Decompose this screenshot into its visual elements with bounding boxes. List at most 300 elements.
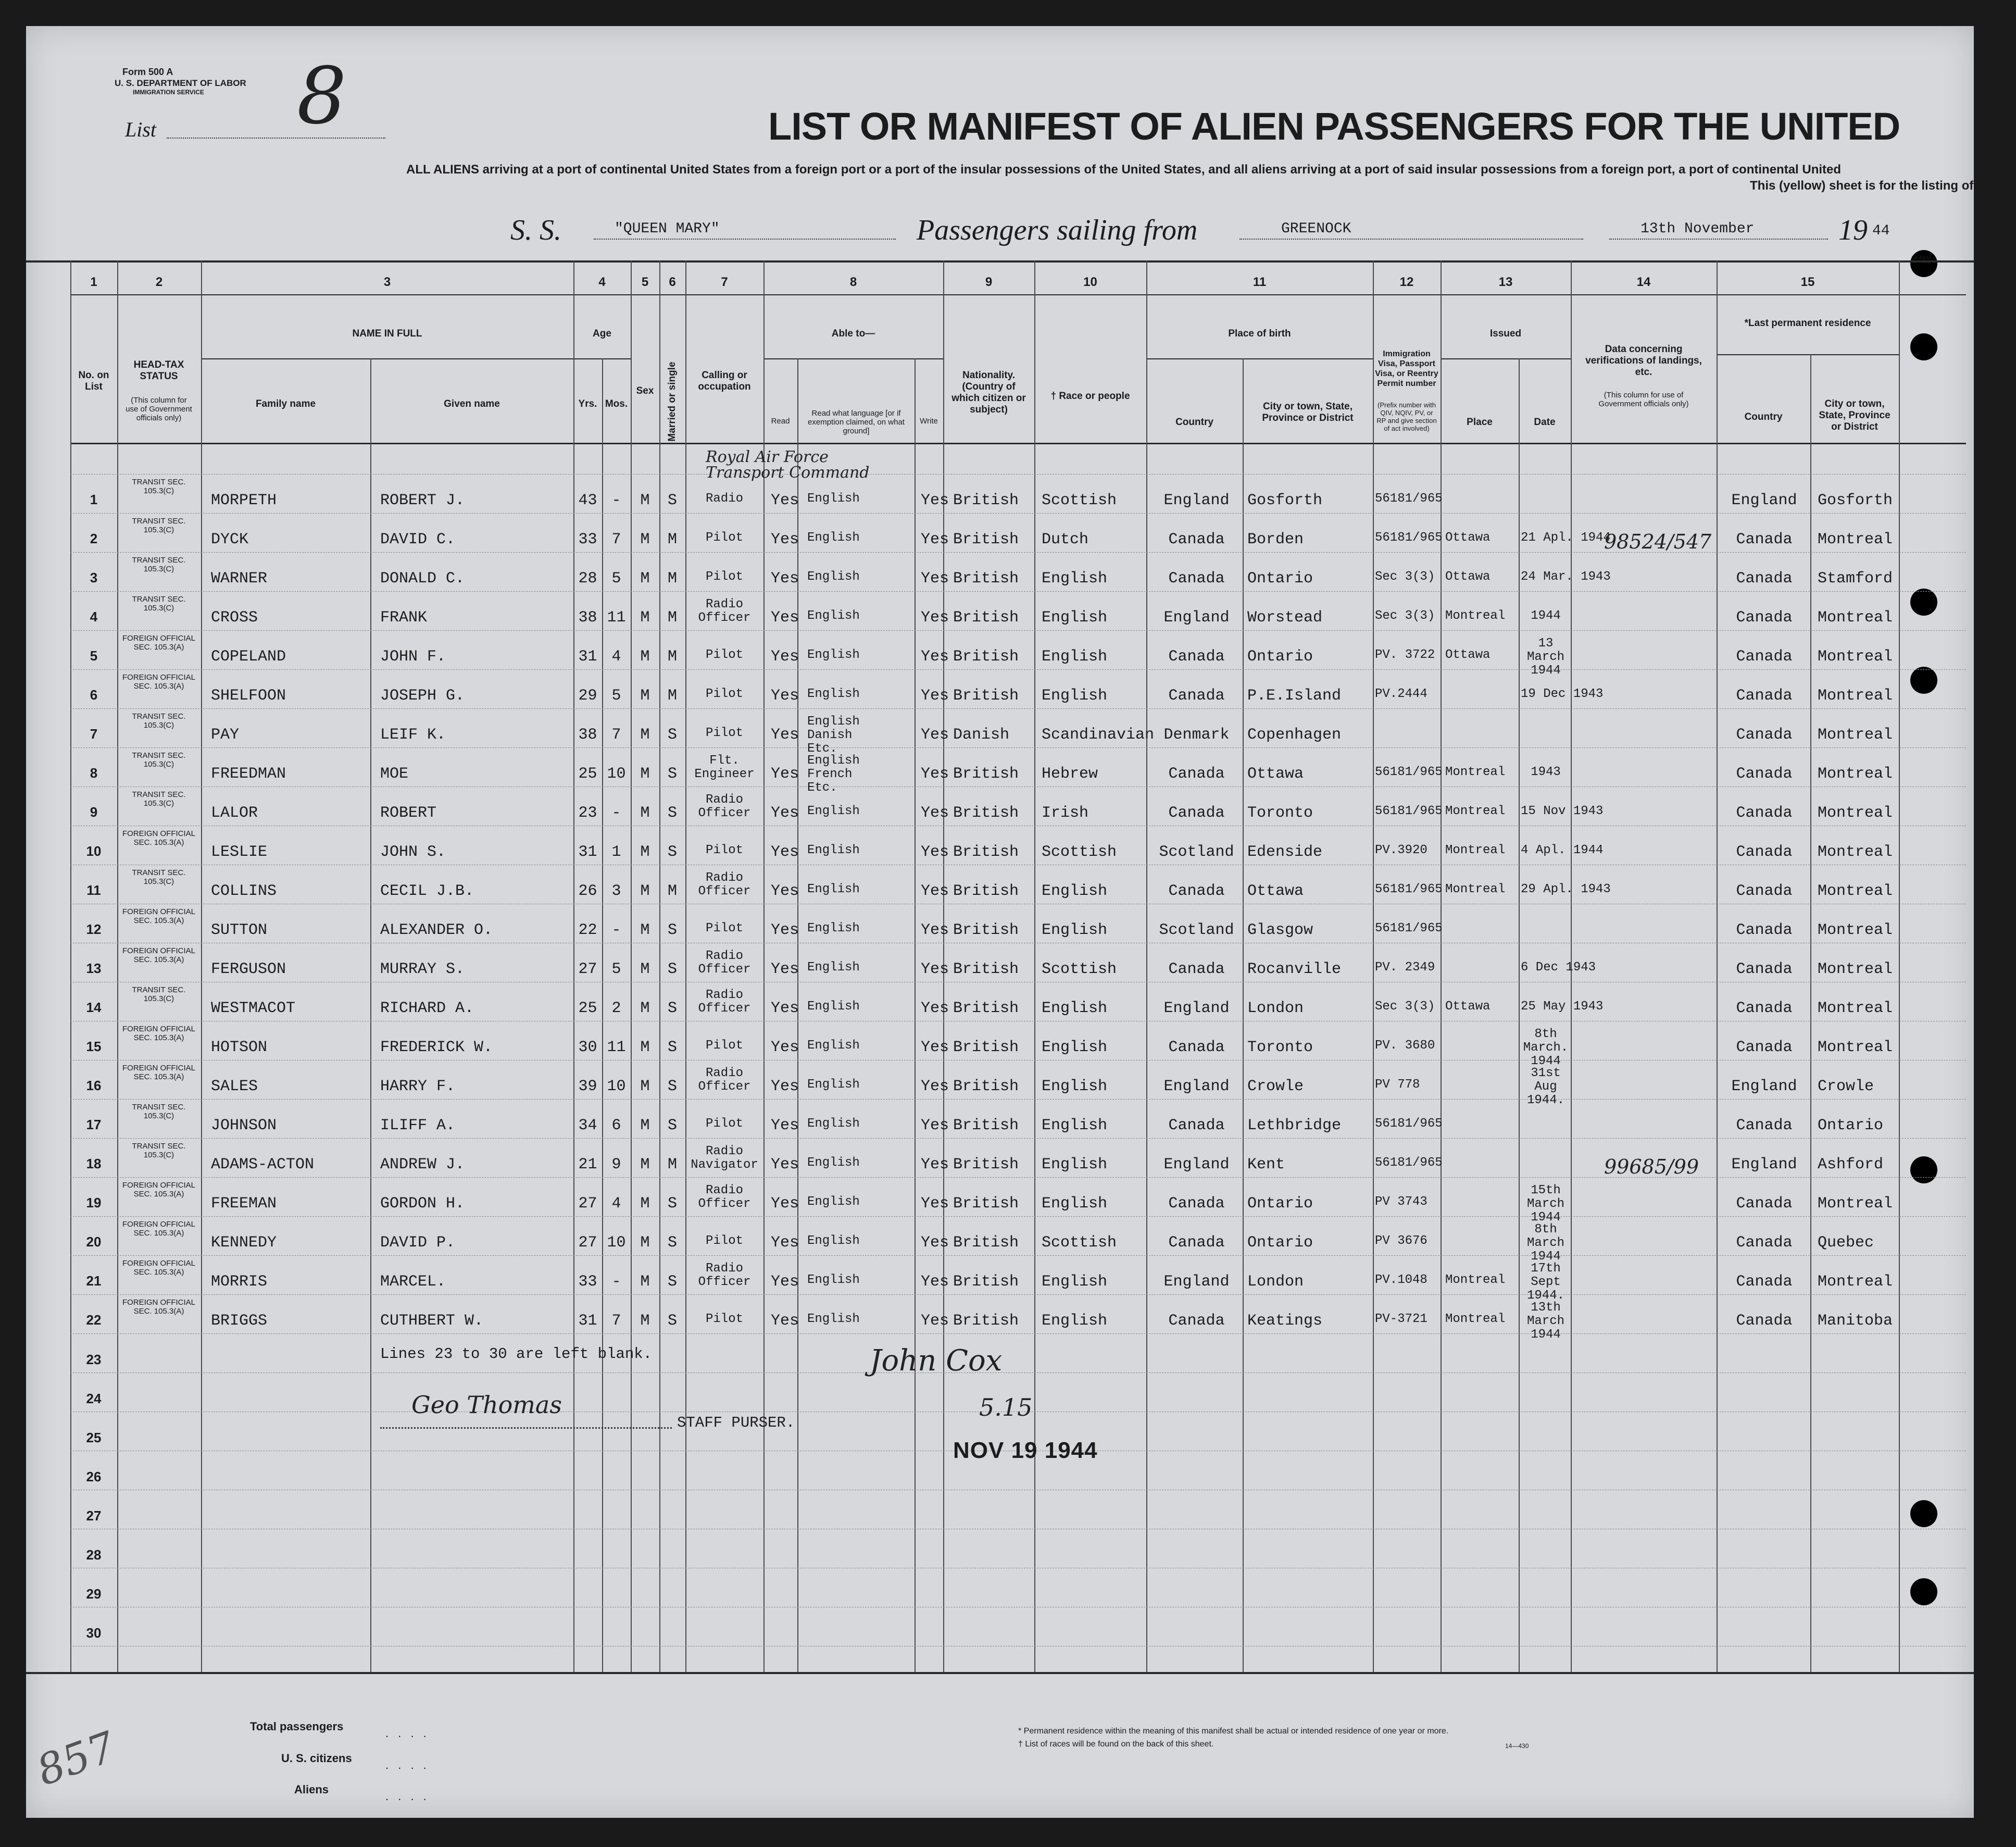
given-name: DAVID P. xyxy=(380,1234,456,1252)
race: Hebrew xyxy=(1042,765,1098,783)
given-name: CUTHBERT W. xyxy=(380,1312,484,1330)
age-months: - xyxy=(611,492,621,509)
row-number: 3 xyxy=(90,570,98,585)
can-read: Yes xyxy=(771,1000,799,1017)
can-read: Yes xyxy=(771,1195,799,1213)
column-rule xyxy=(1717,260,1718,1672)
birth-city: Copenhagen xyxy=(1247,726,1342,744)
read-language: English xyxy=(807,1156,860,1170)
marital-status: S xyxy=(667,492,677,509)
issued-place: Ottawa xyxy=(1445,570,1491,584)
head-tax-status: FOREIGN OFFICIAL SEC. 105.3(A) xyxy=(122,1259,195,1277)
birth-country: Canada xyxy=(1168,1312,1225,1330)
age-months: - xyxy=(611,804,621,822)
can-write: Yes xyxy=(921,1000,949,1017)
birth-country: Canada xyxy=(1168,1234,1225,1252)
header-head-tax-note: (This column for use of Government officials only) xyxy=(126,396,192,422)
race: Irish xyxy=(1042,804,1089,822)
age-months: 4 xyxy=(611,1195,621,1213)
can-read: Yes xyxy=(771,1117,799,1134)
residence-city: Montreal xyxy=(1818,1273,1893,1291)
binder-hole xyxy=(1910,1578,1937,1605)
birth-city: Toronto xyxy=(1247,804,1313,822)
residence-country: Canada xyxy=(1736,1234,1793,1252)
race: English xyxy=(1042,687,1108,705)
row-number: 13 xyxy=(86,960,102,976)
read-language: English xyxy=(807,1195,860,1209)
column-rule xyxy=(1441,260,1442,1672)
nationality: British xyxy=(953,1312,1019,1330)
age-months: 3 xyxy=(611,882,621,900)
occupation: Pilot xyxy=(705,1117,743,1131)
header-residence-country: Country xyxy=(1744,411,1783,422)
age-years: 29 xyxy=(578,687,597,705)
header-able-to: Able to— xyxy=(831,328,875,339)
can-read: Yes xyxy=(771,726,799,744)
age-years: 33 xyxy=(578,1273,597,1291)
birth-country: Canada xyxy=(1168,1117,1225,1134)
read-language: English xyxy=(807,687,860,701)
col-number: 4 xyxy=(598,275,606,289)
header-visa-note: (Prefix number with QIV, NQIV, PV, or RP and give section of act involved) xyxy=(1376,401,1437,432)
col-number: 7 xyxy=(721,275,728,289)
birth-country: Canada xyxy=(1168,1039,1225,1056)
read-language: English Danish Etc. xyxy=(807,715,860,756)
residence-city: Montreal xyxy=(1818,882,1893,900)
row-number: 25 xyxy=(86,1430,102,1445)
visa-number: 56181/965 xyxy=(1375,921,1443,935)
birth-country: Canada xyxy=(1168,960,1225,978)
read-language: English xyxy=(807,804,860,818)
row-separator xyxy=(70,1099,1966,1100)
residence-country: England xyxy=(1731,492,1797,509)
residence-city: Montreal xyxy=(1818,804,1893,822)
issued-date: 24 Mar. 1943 xyxy=(1521,570,1611,584)
race: English xyxy=(1042,1195,1108,1213)
issued-date: 4 Apl. 1944 xyxy=(1521,843,1604,857)
marital-status: S xyxy=(667,1234,677,1252)
nationality: British xyxy=(953,921,1019,939)
row-separator xyxy=(70,747,1966,748)
age-months: 4 xyxy=(611,648,621,666)
sex: M xyxy=(640,960,650,978)
age-months: 9 xyxy=(611,1156,621,1174)
birth-country: Canada xyxy=(1168,804,1225,822)
can-write: Yes xyxy=(921,726,949,744)
age-years: 30 xyxy=(578,1039,597,1056)
row-separator xyxy=(70,1294,1966,1295)
age-months: 5 xyxy=(611,687,621,705)
residence-city: Montreal xyxy=(1818,843,1893,861)
family-name: FREEDMAN xyxy=(211,765,286,783)
nationality: British xyxy=(953,1273,1019,1291)
issued-place: Montreal xyxy=(1445,843,1506,857)
can-write: Yes xyxy=(921,1078,949,1095)
visa-number: 56181/965 xyxy=(1375,804,1443,818)
marital-status: S xyxy=(667,804,677,822)
can-read: Yes xyxy=(771,765,799,783)
read-language: English French Etc. xyxy=(807,754,860,795)
head-tax-status: FOREIGN OFFICIAL SEC. 105.3(A) xyxy=(122,1064,195,1081)
footer-form-code: 14—430 xyxy=(1505,1742,1529,1750)
read-language: English xyxy=(807,1000,860,1014)
birth-city: Keatings xyxy=(1247,1312,1323,1330)
residence-country: Canada xyxy=(1736,960,1793,978)
row-number: 5 xyxy=(90,648,98,664)
col-number: 9 xyxy=(985,275,993,289)
header-name-in-full: NAME IN FULL xyxy=(352,328,422,339)
footer-dots: . . . . xyxy=(385,1758,430,1771)
col-number: 6 xyxy=(669,275,676,289)
residence-country: Canada xyxy=(1736,1000,1793,1017)
age-years: 27 xyxy=(578,960,597,978)
row-separator xyxy=(70,630,1966,631)
header-bottom-rule xyxy=(70,443,1966,444)
birth-country: England xyxy=(1163,1156,1230,1174)
visa-number: PV 778 xyxy=(1375,1078,1420,1092)
footnote-races: † List of races will be found on the back of this sheet. xyxy=(1018,1740,1214,1749)
nationality: British xyxy=(953,492,1019,509)
footnote-residence: * Permanent residence within the meaning of this manifest shall be actual or intended residence of one year or more. xyxy=(1018,1727,1449,1736)
age-months: 10 xyxy=(607,765,626,783)
nationality: British xyxy=(953,1195,1019,1213)
age-months: 7 xyxy=(611,531,621,548)
residence-city: Stamford xyxy=(1818,570,1893,588)
race: English xyxy=(1042,1156,1108,1174)
manifest-sheet xyxy=(26,26,1974,1818)
nationality: British xyxy=(953,765,1019,783)
family-name: KENNEDY xyxy=(211,1234,277,1252)
visa-number: PV.3920 xyxy=(1375,843,1428,857)
can-read: Yes xyxy=(771,1234,799,1252)
port-underline xyxy=(1239,239,1583,240)
given-name: ROBERT J. xyxy=(380,492,465,509)
row-number: 9 xyxy=(90,804,98,820)
residence-country: Canada xyxy=(1736,882,1793,900)
race: English xyxy=(1042,882,1108,900)
sex: M xyxy=(640,1156,650,1174)
given-name: ILIFF A. xyxy=(380,1117,456,1134)
age-years: 39 xyxy=(578,1078,597,1095)
family-name: LALOR xyxy=(211,804,258,822)
header-verification: Data concerning verifications of landings, etc. xyxy=(1585,344,1702,378)
family-name: WESTMACOT xyxy=(211,1000,296,1017)
given-name: ANDREW J. xyxy=(380,1156,465,1174)
col-number-rule xyxy=(70,294,1966,295)
sex: M xyxy=(640,492,650,509)
family-name: COLLINS xyxy=(211,882,277,900)
residence-country: Canada xyxy=(1736,804,1793,822)
row-number: 11 xyxy=(86,882,101,898)
birth-city: Crowle xyxy=(1247,1078,1304,1095)
sex: M xyxy=(640,531,650,548)
birth-country: Denmark xyxy=(1163,726,1230,744)
given-name: HARRY F. xyxy=(380,1078,456,1095)
header-birth-country: Country xyxy=(1175,417,1213,428)
issued-place: Montreal xyxy=(1445,1312,1506,1326)
row-number: 21 xyxy=(86,1273,102,1289)
marital-status: M xyxy=(667,609,677,627)
head-tax-status: TRANSIT SEC. 105.3(C) xyxy=(132,556,186,573)
head-tax-status: FOREIGN OFFICIAL SEC. 105.3(A) xyxy=(122,673,195,691)
footer-us-citizens: U. S. citizens xyxy=(281,1752,352,1765)
age-months: 5 xyxy=(611,570,621,588)
col-number: 12 xyxy=(1399,275,1414,289)
can-write: Yes xyxy=(921,1039,949,1056)
family-name: FREEMAN xyxy=(211,1195,277,1213)
marital-status: S xyxy=(667,726,677,744)
visa-number: PV-3721 xyxy=(1375,1312,1428,1326)
can-read: Yes xyxy=(771,609,799,627)
visa-number: PV 3743 xyxy=(1375,1195,1428,1209)
occupation: Pilot xyxy=(705,570,743,584)
issued-place: Ottawa xyxy=(1445,648,1491,662)
row-separator xyxy=(70,1216,1966,1217)
head-tax-status: TRANSIT SEC. 105.3(C) xyxy=(132,478,186,495)
binder-hole xyxy=(1910,1500,1937,1527)
residence-country: Canada xyxy=(1736,687,1793,705)
can-write: Yes xyxy=(921,804,949,822)
column-rule xyxy=(1146,260,1147,1672)
nationality: Danish xyxy=(953,726,1010,744)
list-underline xyxy=(167,138,385,139)
race: English xyxy=(1042,648,1108,666)
birth-city: Rocanville xyxy=(1247,960,1342,978)
can-read: Yes xyxy=(771,804,799,822)
sex: M xyxy=(640,687,650,705)
row-number: 20 xyxy=(86,1234,102,1250)
race: Scottish xyxy=(1042,1234,1117,1252)
residence-city: Montreal xyxy=(1818,921,1893,939)
residence-city: Montreal xyxy=(1818,1039,1893,1056)
read-language: English xyxy=(807,531,860,545)
sex: M xyxy=(640,1117,650,1134)
row-number: 30 xyxy=(86,1625,102,1641)
issued-date: 19 Dec 1943 xyxy=(1521,687,1604,701)
birth-city: Worstead xyxy=(1247,609,1323,627)
able-subrule xyxy=(763,358,943,359)
birth-city: Gosforth xyxy=(1247,492,1323,509)
page-title: LIST OR MANIFEST OF ALIEN PASSENGERS FOR THE UNITED xyxy=(768,105,1900,148)
row-number: 15 xyxy=(86,1039,102,1054)
sex: M xyxy=(640,882,650,900)
read-language: English xyxy=(807,609,860,623)
marital-status: S xyxy=(667,1117,677,1134)
birth-city: London xyxy=(1247,1273,1304,1291)
age-months: 10 xyxy=(607,1234,626,1252)
sailing-label: Passengers sailing from xyxy=(917,214,1198,246)
can-write: Yes xyxy=(921,1273,949,1291)
note-raf: Royal Air Force xyxy=(706,448,829,466)
col-number: 3 xyxy=(383,275,391,289)
issued-place: Ottawa xyxy=(1445,1000,1491,1014)
can-read: Yes xyxy=(771,843,799,861)
header-sex: Sex xyxy=(636,385,654,396)
occupation: Pilot xyxy=(705,1234,743,1248)
family-name: SALES xyxy=(211,1078,258,1095)
footer-dots: . . . . xyxy=(385,1790,430,1803)
column-rule xyxy=(117,260,118,1672)
issued-date: 6 Dec 1943 xyxy=(1521,960,1596,975)
birth-city: Ontario xyxy=(1247,648,1313,666)
read-language: English xyxy=(807,570,860,584)
occupation: Pilot xyxy=(705,531,743,545)
head-tax-status: TRANSIT SEC. 105.3(C) xyxy=(132,1103,186,1120)
age-months: 10 xyxy=(607,1078,626,1095)
head-tax-status: TRANSIT SEC. 105.3(C) xyxy=(132,985,186,1003)
nationality: British xyxy=(953,1117,1019,1134)
occupation: Radio Officer xyxy=(698,597,751,625)
birth-country: Canada xyxy=(1168,687,1225,705)
visa-number: Sec 3(3) xyxy=(1375,570,1435,584)
birth-country: Scotland xyxy=(1159,921,1234,939)
header-head-tax: HEAD-TAX STATUS xyxy=(133,359,184,382)
marital-status: S xyxy=(667,921,677,939)
race: Scottish xyxy=(1042,960,1117,978)
sex: M xyxy=(640,726,650,744)
issued-place: Montreal xyxy=(1445,804,1506,818)
head-tax-status: FOREIGN OFFICIAL SEC. 105.3(A) xyxy=(122,946,195,964)
header-birth-city: City or town, State, Province or District xyxy=(1262,401,1354,423)
given-name: DAVID C. xyxy=(380,531,456,548)
header-nationality: Nationality. (Country of which citizen or subject) xyxy=(951,370,1026,415)
read-language: English xyxy=(807,1234,860,1248)
given-name: FREDERICK W. xyxy=(380,1039,493,1056)
given-name: JOSEPH G. xyxy=(380,687,465,705)
purser-signature-line xyxy=(380,1427,672,1429)
row-separator xyxy=(70,1333,1966,1334)
birth-country: Canada xyxy=(1168,1195,1225,1213)
row-separator xyxy=(70,669,1966,670)
header-verification-note: (This column for use of Government officials only) xyxy=(1598,391,1689,408)
read-language: English xyxy=(807,960,860,975)
nationality: British xyxy=(953,1078,1019,1095)
given-name: MURRAY S. xyxy=(380,960,465,978)
occupation: Radio Officer xyxy=(698,988,751,1016)
age-months: 7 xyxy=(611,726,621,744)
ship-name: "QUEEN MARY" xyxy=(615,221,720,237)
row-number: 12 xyxy=(86,921,102,937)
can-write: Yes xyxy=(921,882,949,900)
binder-hole xyxy=(1910,333,1937,360)
birth-city: Lethbridge xyxy=(1247,1117,1342,1134)
nationality: British xyxy=(953,960,1019,978)
row-number: 22 xyxy=(86,1312,102,1328)
birth-city: Ottawa xyxy=(1247,882,1304,900)
column-rule xyxy=(1519,358,1520,1672)
visa-number: PV. 3722 xyxy=(1375,648,1435,662)
issued-date: 31st Aug 1944. xyxy=(1526,1066,1564,1107)
head-tax-status: FOREIGN OFFICIAL SEC. 105.3(A) xyxy=(122,907,195,925)
date-underline xyxy=(1609,239,1828,240)
row-number: 8 xyxy=(90,765,98,781)
birth-city: Borden xyxy=(1247,531,1304,548)
issued-place: Montreal xyxy=(1445,609,1506,623)
visa-number: Sec 3(3) xyxy=(1375,609,1435,623)
header-issued-place: Place xyxy=(1467,417,1493,428)
header-family-name: Family name xyxy=(255,398,316,409)
residence-country: Canada xyxy=(1736,648,1793,666)
issued-date: 1943 xyxy=(1531,765,1561,779)
can-read: Yes xyxy=(771,921,799,939)
marital-status: S xyxy=(667,843,677,861)
birth-city: Ontario xyxy=(1247,1234,1313,1252)
birth-country: Canada xyxy=(1168,570,1225,588)
birth-city: Toronto xyxy=(1247,1039,1313,1056)
header-last-residence: *Last permanent residence xyxy=(1744,318,1871,329)
can-read: Yes xyxy=(771,882,799,900)
race: English xyxy=(1042,1273,1108,1291)
sex: M xyxy=(640,843,650,861)
marital-status: S xyxy=(667,765,677,783)
visa-number: Sec 3(3) xyxy=(1375,1000,1435,1014)
inspector-signature: John Cox xyxy=(870,1344,1003,1378)
given-name: DONALD C. xyxy=(380,570,465,588)
issued-date: 13th March 1944 xyxy=(1526,1301,1564,1342)
column-rule xyxy=(1899,260,1900,1672)
nationality: British xyxy=(953,804,1019,822)
visa-number: PV. 3680 xyxy=(1375,1039,1435,1053)
header-issued-date: Date xyxy=(1534,417,1556,428)
occupation: Pilot xyxy=(705,648,743,662)
visa-number: PV.1048 xyxy=(1375,1273,1428,1287)
issued-date: 29 Apl. 1943 xyxy=(1521,882,1611,896)
residence-city: Montreal xyxy=(1818,648,1893,666)
occupation: Radio Officer xyxy=(698,1262,751,1289)
age-months: 7 xyxy=(611,1312,621,1330)
footer-aliens: Aliens xyxy=(294,1783,329,1796)
sex: M xyxy=(640,570,650,588)
age-months: 5 xyxy=(611,960,621,978)
name-subrule xyxy=(201,358,573,359)
nationality: British xyxy=(953,882,1019,900)
residence-city: Montreal xyxy=(1818,765,1893,783)
residence-subrule xyxy=(1717,354,1899,355)
sex: M xyxy=(640,1039,650,1056)
race: English xyxy=(1042,1117,1108,1134)
header-residence-city: City or town, State, Province or District xyxy=(1819,398,1890,432)
age-years: 31 xyxy=(578,843,597,861)
given-name: JOHN F. xyxy=(380,648,446,666)
row-number: 1 xyxy=(90,492,98,507)
family-name: MORRIS xyxy=(211,1273,268,1291)
can-read: Yes xyxy=(771,1312,799,1330)
issued-place: Montreal xyxy=(1445,882,1506,896)
service-name: IMMIGRATION SERVICE xyxy=(133,89,204,96)
issued-date: 13 March 1944 xyxy=(1526,637,1564,678)
row-separator xyxy=(70,1372,1966,1373)
sex: M xyxy=(640,804,650,822)
can-read: Yes xyxy=(771,1039,799,1056)
family-name: FERGUSON xyxy=(211,960,286,978)
column-rule xyxy=(370,358,371,1672)
can-write: Yes xyxy=(921,492,949,509)
header-married: Married or single xyxy=(667,361,678,442)
port-name: GREENOCK xyxy=(1281,221,1351,237)
residence-country: Canada xyxy=(1736,609,1793,627)
head-tax-status: FOREIGN OFFICIAL SEC. 105.3(A) xyxy=(122,634,195,652)
head-tax-status: TRANSIT SEC. 105.3(C) xyxy=(132,1142,186,1159)
row-separator xyxy=(70,1255,1966,1256)
department-name: U. S. DEPARTMENT OF LABOR xyxy=(115,78,246,88)
residence-country: Canada xyxy=(1736,765,1793,783)
can-write: Yes xyxy=(921,1156,949,1174)
family-name: JOHNSON xyxy=(211,1117,277,1134)
marital-status: S xyxy=(667,1078,677,1095)
visa-number: PV. 2349 xyxy=(1375,960,1435,975)
header-visa: Immigration Visa, Passport Visa, or Reentry Permit number xyxy=(1375,350,1438,388)
sex: M xyxy=(640,921,650,939)
